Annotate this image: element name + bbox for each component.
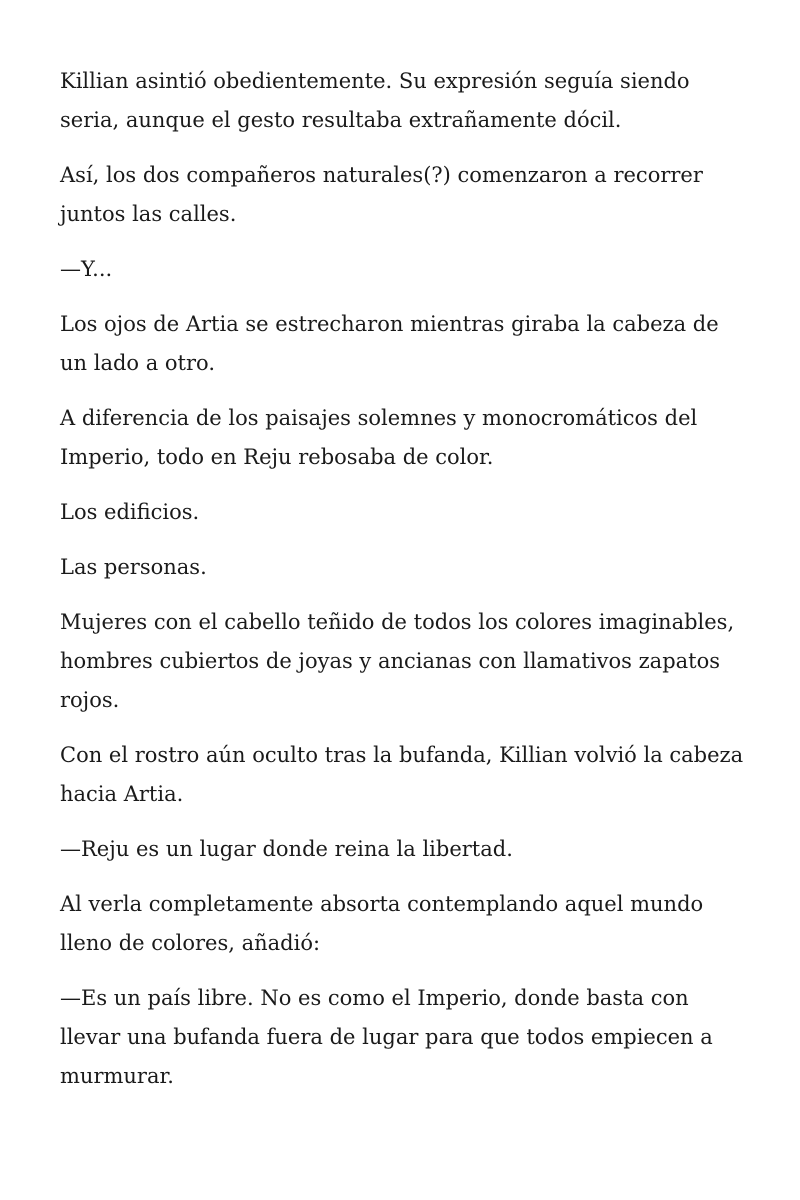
document-page: [60, 62, 750, 1112]
paragraph: —Es un país libre. No es como el Imperio, donde basta con llevar una bufanda fuera de lugar para que todos empiecen a murmurar.: [60, 986, 713, 1088]
paragraph: —Y...: [60, 257, 113, 281]
paragraph: Mujeres con el cabello teñido de todos los colores imaginables, hombres cubiertos de joyas y ancianas con llamativos zapatos rojos.: [60, 610, 735, 712]
paragraph: Al verla completamente absorta contemplando aquel mundo lleno de colores, añadió:: [60, 892, 704, 955]
paragraph: —Reju es un lugar donde reina la libertad.: [60, 837, 513, 861]
paragraph: Las personas.: [60, 555, 207, 579]
paragraph: Los ojos de Artia se estrecharon mientras giraba la cabeza de un lado a otro.: [60, 312, 719, 375]
paragraph: Los edificios.: [60, 500, 200, 524]
paragraph: Con el rostro aún oculto tras la bufanda, Killian volvió la cabeza hacia Artia.: [60, 743, 744, 806]
paragraph: A diferencia de los paisajes solemnes y monocromáticos del Imperio, todo en Reju rebosaba de color.: [60, 406, 698, 469]
paragraph: Killian asintió obedientemente. Su expresión seguía siendo seria, aunque el gesto resultaba extrañamente dócil.: [60, 69, 690, 132]
paragraph: Así, los dos compañeros naturales(?) comenzaron a recorrer juntos las calles.: [60, 163, 703, 226]
